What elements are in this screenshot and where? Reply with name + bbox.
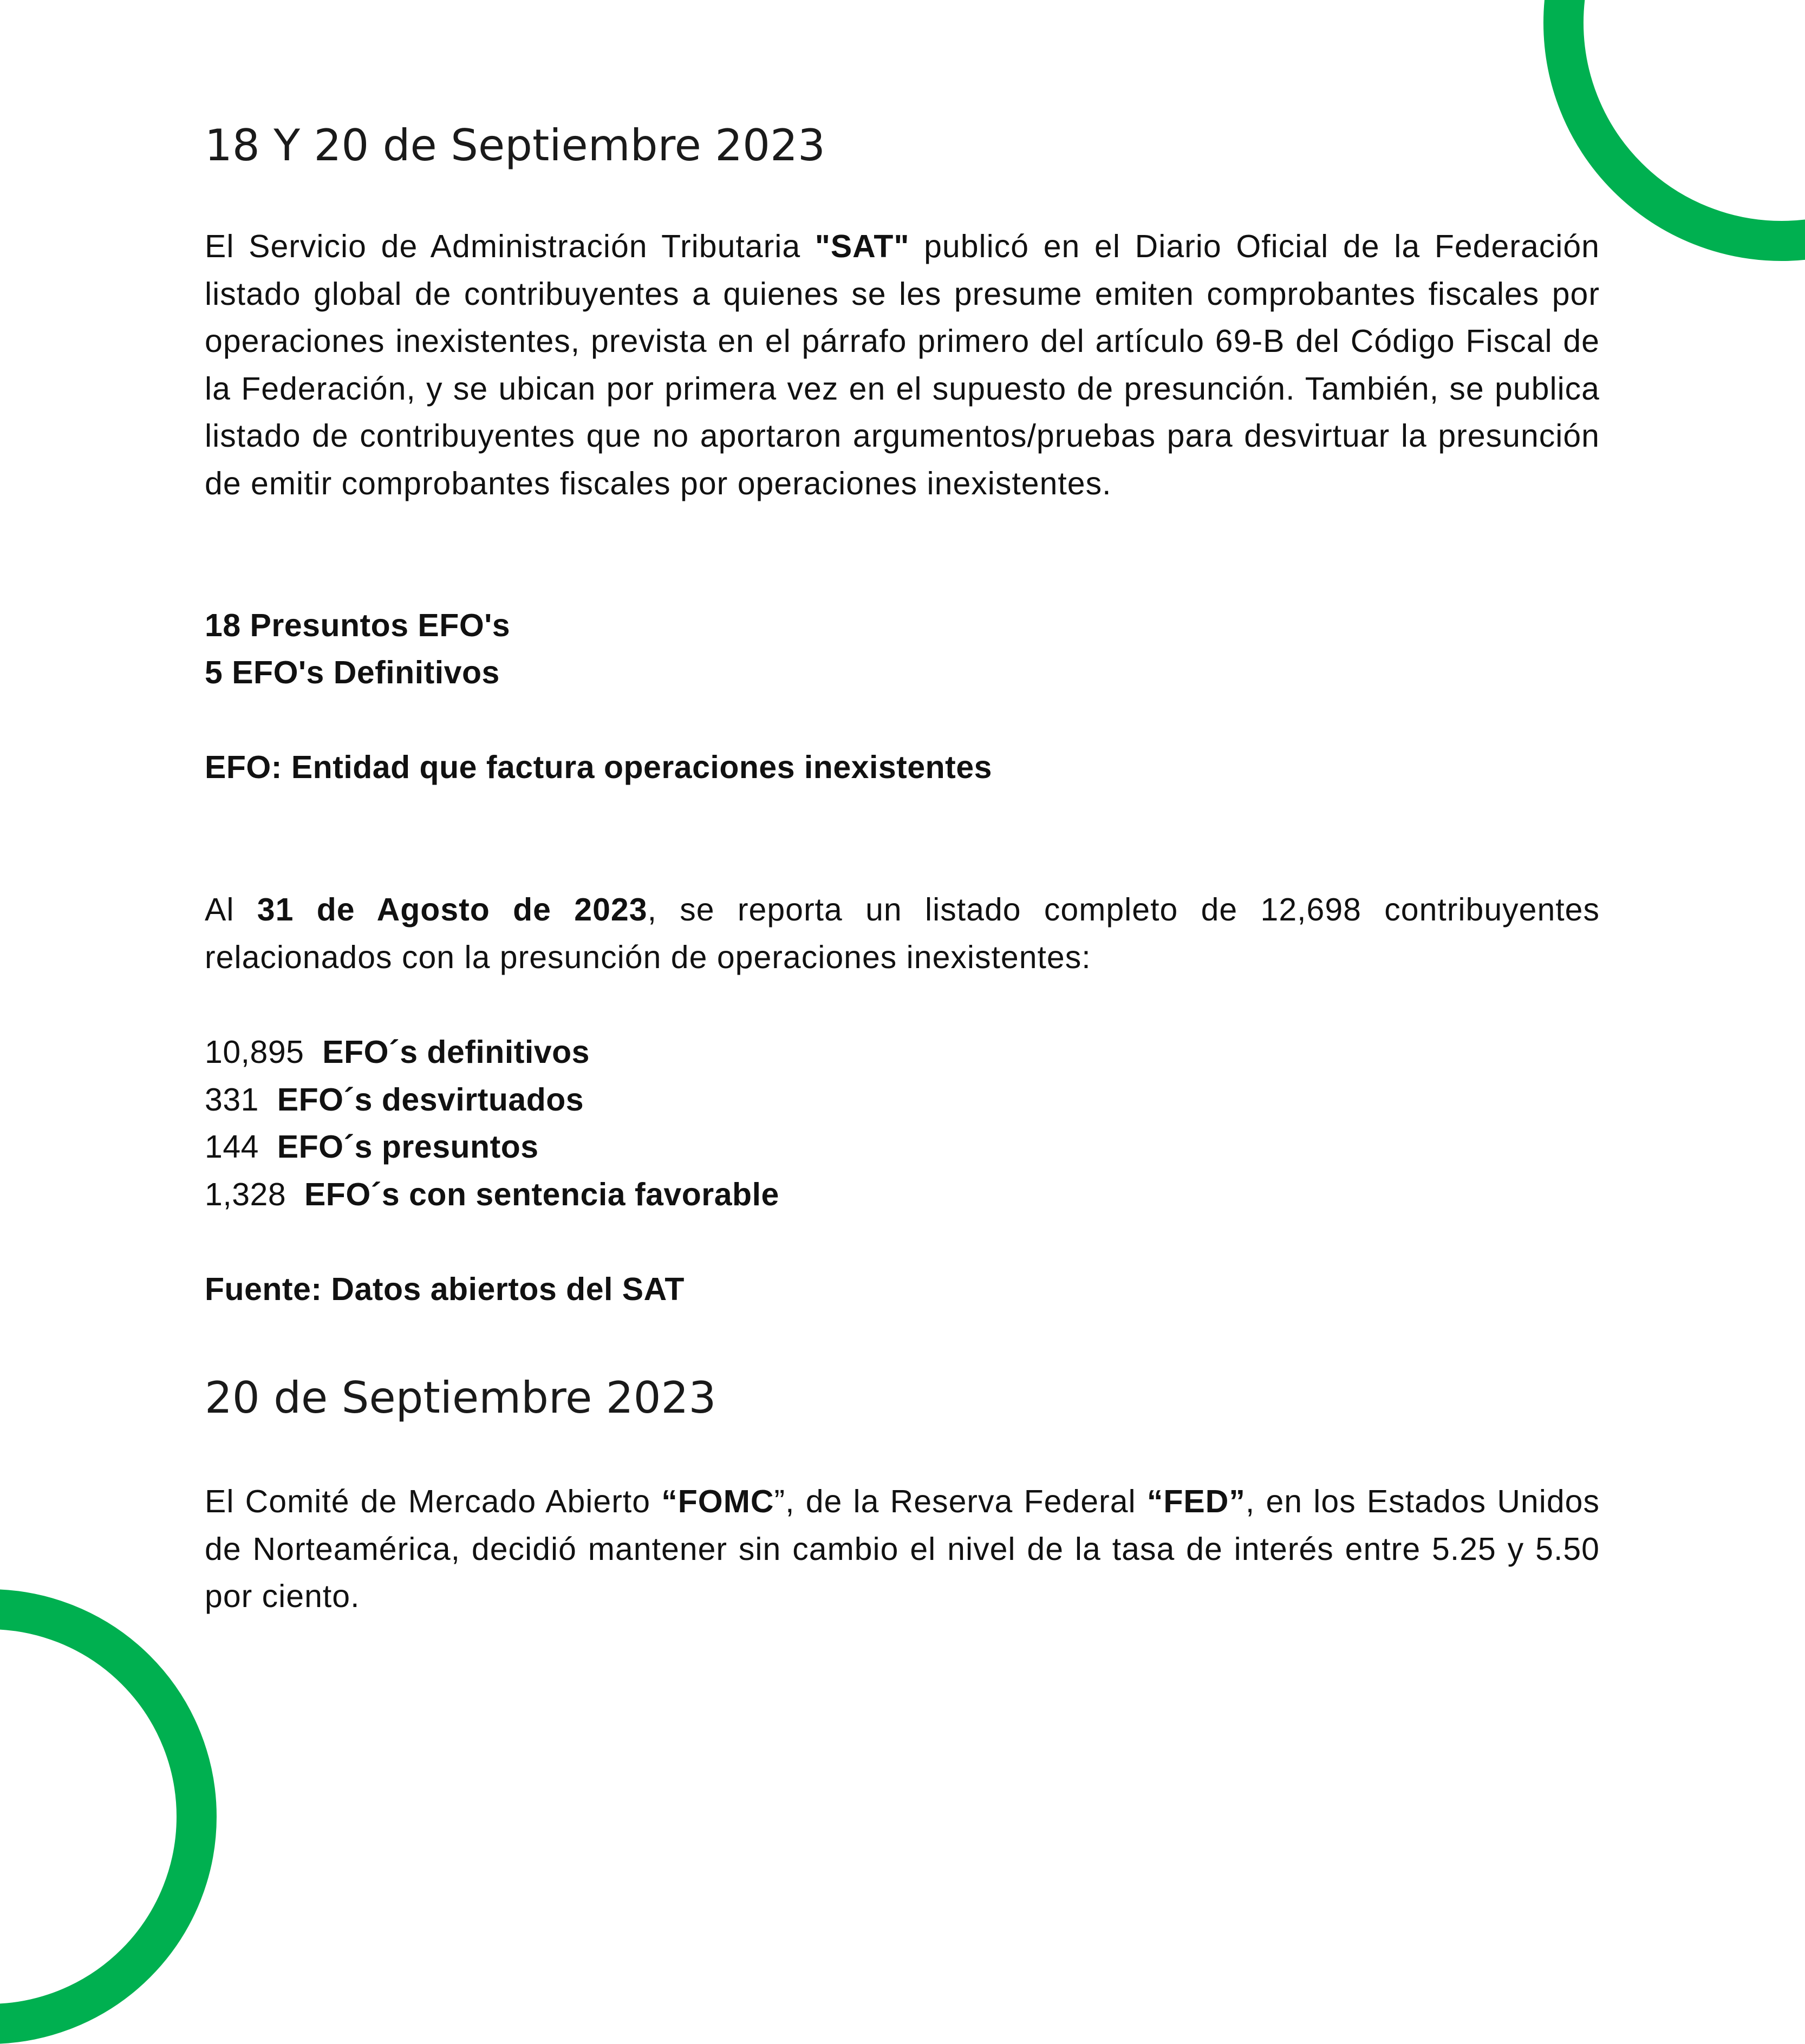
- section1-paragraph-rest: publicó en el Diario Oficial de la Federación listado global de contribuyentes a quienes se les presume emiten comprobantes fiscales por operaciones inexistentes, prevista en el párrafo primero del artículo 69-B del Código Fiscal de la Federación, y se ubican por primera vez en el supuesto de presunción. También, se publica listado de contribuyentes que no aportaron argumentos/pruebas para desvirtuar la presunción de emitir comprobantes fiscales por operaciones inexistentes.: [205, 228, 1600, 501]
- section2-text-c: ”, de la Reserva Federal: [774, 1484, 1147, 1519]
- section1-title: 18 Y 20 de Septiembre 2023: [205, 120, 825, 171]
- decorative-green-arc-top: [1543, 0, 1805, 261]
- efo-count: 1,328: [205, 1177, 286, 1212]
- section2-text-a: El Comité de Mercado Abierto: [205, 1484, 662, 1519]
- fed-acronym: “FED”: [1146, 1484, 1246, 1519]
- efo-list-item: [205, 1076, 584, 1124]
- summary-start: Al: [205, 892, 257, 928]
- summary-rest: , se reporta un listado completo de 12,698 contribuyentes relacionados con la presunción de operaciones inexistentes:: [205, 892, 1600, 975]
- section2-title: 20 de Septiembre 2023: [205, 1373, 716, 1423]
- section2-paragraph: [205, 1478, 1600, 1621]
- stat-definitivos: 5 EFO's Definitivos: [205, 655, 500, 690]
- efo-list-item: [205, 1171, 779, 1219]
- section1-paragraph: [205, 223, 1600, 507]
- summary-paragraph: [205, 886, 1600, 981]
- decorative-green-arc-bottom: [0, 1589, 217, 2044]
- efo-count: 10,895: [205, 1034, 304, 1070]
- efo-count: 144: [205, 1129, 259, 1165]
- fomc-acronym: “FOMC: [661, 1484, 774, 1519]
- stat-presuntos: 18 Presuntos EFO's: [205, 608, 511, 643]
- efo-label: EFO´s desvirtuados: [277, 1082, 584, 1118]
- section1-paragraph-start: El Servicio de Administración Tributaria: [205, 228, 815, 264]
- efo-label: EFO´s presuntos: [277, 1129, 539, 1165]
- summary-date: 31 de Agosto de 2023: [257, 892, 648, 928]
- efo-label: EFO´s con sentencia favorable: [304, 1177, 779, 1212]
- efo-list-item: [205, 1124, 539, 1171]
- efo-count: 331: [205, 1082, 259, 1118]
- section2-text-e: , en los Estados Unidos de Norteamérica, decidió mantener sin cambio el nivel de la tasa de interés entre 5.25 y 5.50 por ciento.: [205, 1484, 1600, 1614]
- efo-label: EFO´s definitivos: [322, 1034, 590, 1070]
- efo-list-item: [205, 1029, 590, 1076]
- sat-acronym: "SAT": [814, 228, 910, 264]
- source-note: Fuente: Datos abiertos del SAT: [205, 1271, 685, 1307]
- efo-definition: EFO: Entidad que factura operaciones inexistentes: [205, 749, 992, 785]
